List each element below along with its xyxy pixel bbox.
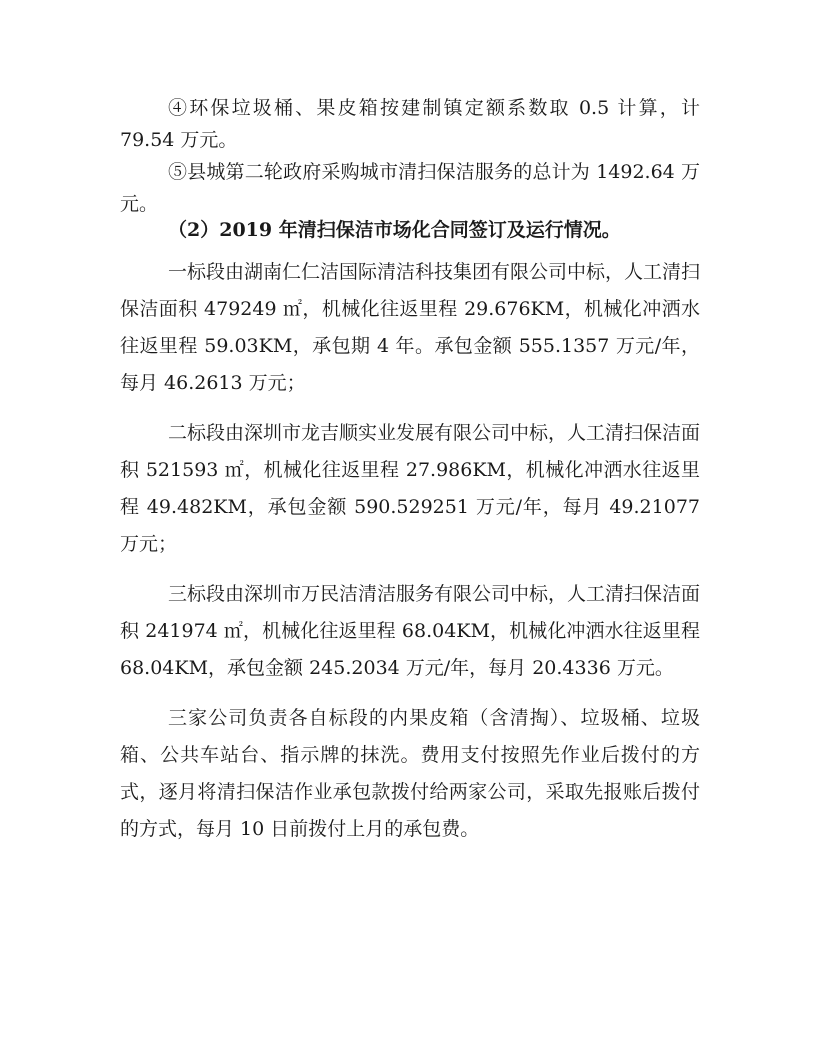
- budget-item-4: ④环保垃圾桶、果皮箱按建制镇定额系数取 0.5 计算，计 79.54 万元。: [120, 97, 700, 151]
- paragraph-lot-3: 三标段由深圳市万民洁清洁服务有限公司中标，人工清扫保洁面积 241974 ㎡，机械化往返里程 68.04KM，机械化冲洒水往返里程 68.04KM，承包金额 245.2034 万元/年，每月 20.4336 万元。: [120, 583, 701, 679]
- budget-item-5: ⑤县城第二轮政府采购城市清扫保洁服务的总计为 1492.64 万元。: [120, 161, 700, 215]
- paragraph-lot-2: 二标段由深圳市龙吉顺实业发展有限公司中标，人工清扫保洁面积 521593 ㎡，机械化往返里程 27.986KM，机械化冲洒水往返里程 49.482KM，承包金额 590.529251 万元/年，每月 49.21077 万元；: [120, 422, 701, 555]
- budget-items: [120, 92, 700, 220]
- contract-section: [120, 254, 700, 861]
- paragraph-duties: 三家公司负责各自标段的内果皮箱（含清掏）、垃圾桶、垃圾箱、公共车站台、指示牌的抹洗。费用支付按照先作业后拨付的方式，逐月将清扫保洁作业承包款拨付给两家公司，采取先报账后拨付的方式，每月 10 日前拨付上月的承包费。: [120, 707, 700, 840]
- paragraph-lot-1: 一标段由湖南仁仁洁国际清洁科技集团有限公司中标，人工清扫保洁面积 479249 ㎡，机械化往返里程 29.676KM，机械化冲洒水往返里程 59.03KM，承包期 4 年。承包金额 555.1357 万元/年，每月 46.2613 万元；: [120, 261, 701, 394]
- section-heading: （2）2019 年清扫保洁市场化合同签订及运行情况。: [168, 219, 621, 241]
